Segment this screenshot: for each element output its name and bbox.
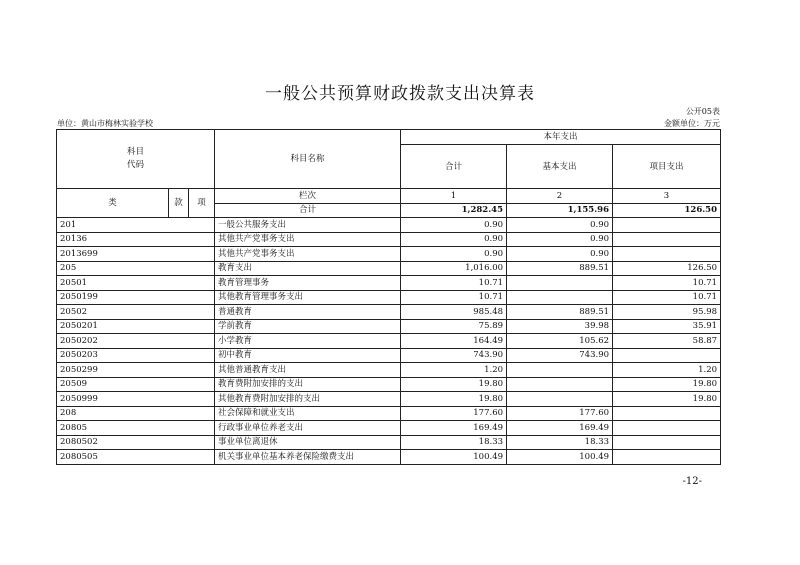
row-project (613, 348, 721, 363)
row-project (613, 406, 721, 421)
table-row (57, 377, 721, 392)
row-basic: 39.98 (507, 319, 613, 334)
row-basic: 889.51 (507, 305, 613, 320)
row-name: 其他共产党事务支出 (215, 247, 401, 262)
row-basic: 889.51 (507, 261, 613, 276)
row-code: 20136 (57, 232, 215, 247)
row-total: 18.33 (401, 435, 507, 450)
row-code: 2080505 (57, 450, 215, 465)
row-basic: 0.90 (507, 218, 613, 233)
row-project (613, 421, 721, 436)
expenditure-table (56, 129, 721, 465)
row-project: 19.80 (613, 377, 721, 392)
basic-header: 基本支出 (507, 145, 613, 189)
row-code: 201 (57, 218, 215, 233)
row-total: 0.90 (401, 247, 507, 262)
row-total: 10.71 (401, 276, 507, 291)
row-code: 2050999 (57, 392, 215, 407)
row-name: 小学教育 (215, 334, 401, 349)
table-row (57, 305, 721, 320)
unit-label: 单位：黄山市梅林实验学校 (57, 119, 153, 128)
table-row (57, 218, 721, 233)
table-row (57, 247, 721, 262)
table-row (57, 406, 721, 421)
row-project: 35.91 (613, 319, 721, 334)
table-row (57, 290, 721, 305)
column-1: 1 (401, 189, 507, 204)
row-code: 2013699 (57, 247, 215, 262)
row-name: 教育支出 (215, 261, 401, 276)
table-row (57, 232, 721, 247)
row-name: 教育费附加安排的支出 (215, 377, 401, 392)
form-number: 公开05表 (685, 107, 720, 116)
row-total: 19.80 (401, 392, 507, 407)
table-row (57, 334, 721, 349)
row-name: 初中教育 (215, 348, 401, 363)
row-name: 学前教育 (215, 319, 401, 334)
total-row-total: 1,282.45 (401, 203, 507, 218)
row-project (613, 435, 721, 450)
row-project: 95.98 (613, 305, 721, 320)
subject-name-header: 科目名称 (215, 130, 401, 189)
row-project (613, 247, 721, 262)
row-project (613, 218, 721, 233)
row-name: 教育管理事务 (215, 276, 401, 291)
row-total: 743.90 (401, 348, 507, 363)
column-2: 2 (507, 189, 613, 204)
row-basic: 105.62 (507, 334, 613, 349)
row-name: 一般公共服务支出 (215, 218, 401, 233)
row-code: 2050201 (57, 319, 215, 334)
row-project (613, 232, 721, 247)
row-code: 20509 (57, 377, 215, 392)
row-basic: 169.49 (507, 421, 613, 436)
row-basic: 100.49 (507, 450, 613, 465)
row-total: 169.49 (401, 421, 507, 436)
row-code: 2080502 (57, 435, 215, 450)
table-row (57, 261, 721, 276)
project-header: 项目支出 (613, 145, 721, 189)
row-code: 2050299 (57, 363, 215, 378)
total-row-label: 合计 (215, 203, 401, 218)
row-total: 164.49 (401, 334, 507, 349)
row-project: 10.71 (613, 276, 721, 291)
row-code: 20501 (57, 276, 215, 291)
row-name: 事业单位离退休 (215, 435, 401, 450)
row-project: 126.50 (613, 261, 721, 276)
row-total: 177.60 (401, 406, 507, 421)
row-code: 20805 (57, 421, 215, 436)
row-project: 19.80 (613, 392, 721, 407)
row-total: 0.90 (401, 232, 507, 247)
row-basic: 743.90 (507, 348, 613, 363)
row-basic (507, 377, 613, 392)
table-row (57, 319, 721, 334)
total-row-basic: 1,155.96 (507, 203, 613, 218)
row-project (613, 450, 721, 465)
table-row (57, 276, 721, 291)
row-name: 其他共产党事务支出 (215, 232, 401, 247)
table-row (57, 435, 721, 450)
page-number: -12- (682, 476, 702, 487)
row-total: 1,016.00 (401, 261, 507, 276)
current-year-header: 本年支出 (401, 130, 721, 145)
table-row (57, 450, 721, 465)
code-header: 代码 (127, 160, 145, 170)
subject-header: 科目 (127, 147, 145, 157)
row-code: 2050199 (57, 290, 215, 305)
row-name: 普通教育 (215, 305, 401, 320)
row-name: 机关事业单位基本养老保险缴费支出 (215, 450, 401, 465)
row-basic: 0.90 (507, 247, 613, 262)
row-total: 100.49 (401, 450, 507, 465)
row-basic: 18.33 (507, 435, 613, 450)
subject-code-header (57, 130, 215, 189)
total-header: 合计 (401, 145, 507, 189)
row-name: 其他教育费附加安排的支出 (215, 392, 401, 407)
row-project: 58.87 (613, 334, 721, 349)
row-name: 其他普通教育支出 (215, 363, 401, 378)
table-row (57, 421, 721, 436)
row-basic: 0.90 (507, 232, 613, 247)
row-name: 社会保障和就业支出 (215, 406, 401, 421)
row-project: 10.71 (613, 290, 721, 305)
column-index-row (57, 189, 721, 204)
table-row (57, 363, 721, 378)
row-code: 205 (57, 261, 215, 276)
row-total: 10.71 (401, 290, 507, 305)
column-3: 3 (613, 189, 721, 204)
amount-unit-label: 金额单位：万元 (664, 119, 720, 128)
row-basic (507, 276, 613, 291)
row-code: 20502 (57, 305, 215, 320)
row-basic (507, 363, 613, 378)
row-total: 985.48 (401, 305, 507, 320)
table-row (57, 348, 721, 363)
total-row-project: 126.50 (613, 203, 721, 218)
row-basic (507, 290, 613, 305)
row-code: 2050203 (57, 348, 215, 363)
table-row (57, 392, 721, 407)
row-total: 19.80 (401, 377, 507, 392)
row-code: 208 (57, 406, 215, 421)
row-total: 0.90 (401, 218, 507, 233)
class-header: 类 (57, 189, 169, 218)
item-header: 项 (189, 189, 215, 218)
row-code: 2050202 (57, 334, 215, 349)
header-row-1 (57, 130, 721, 145)
row-total: 1.20 (401, 363, 507, 378)
section-header: 款 (169, 189, 189, 218)
row-name: 其他教育管理事务支出 (215, 290, 401, 305)
row-project: 1.20 (613, 363, 721, 378)
page-title: 一般公共预算财政拨款支出决算表 (265, 84, 535, 104)
row-basic: 177.60 (507, 406, 613, 421)
column-label: 栏次 (215, 189, 401, 204)
row-basic (507, 392, 613, 407)
row-total: 75.89 (401, 319, 507, 334)
row-name: 行政事业单位养老支出 (215, 421, 401, 436)
